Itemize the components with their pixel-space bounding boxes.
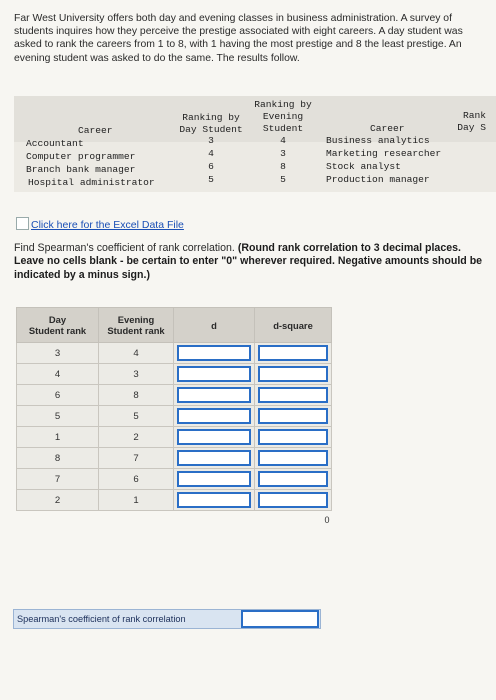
day-rank-cell: 3 [208,135,214,146]
header-eve-line3: Student [262,123,304,134]
evening-rank-value: 6 [99,469,174,490]
career2-cell: Business analytics [326,135,430,146]
evening-rank-value: 5 [99,406,174,427]
rank-answer-table [16,307,332,529]
career-cell: Hospital administrator [28,177,155,188]
header-d-square: d-square [255,308,332,343]
d-input[interactable] [174,364,255,385]
table-row [17,427,332,448]
header-day-line1: Ranking by [182,112,240,123]
d-square-input[interactable] [255,469,332,490]
evening-rank-value: 7 [99,448,174,469]
day-rank-value: 2 [17,490,99,511]
d-input[interactable] [174,343,255,364]
evening-rank-cell: 3 [280,148,286,159]
career-ranking-table [14,96,496,192]
evening-rank-cell: 4 [280,135,286,146]
d-square-input[interactable] [255,448,332,469]
d-square-input[interactable] [255,364,332,385]
table-row [17,343,332,364]
d-square-total: 0 [324,515,330,525]
header-eve-line2: Evening [262,111,304,122]
header-day-student-rank: Day Student rank [17,308,99,343]
header-d: d [174,308,255,343]
day-rank-value: 5 [17,406,99,427]
question-text [14,242,484,282]
d-input[interactable] [174,385,255,406]
table-row [17,490,332,511]
header-career-2: Career [370,123,405,134]
career2-cell: Marketing researcher [326,148,442,159]
table-row [17,385,332,406]
career-cell: Computer programmer [26,151,136,162]
answer-table-header [17,308,332,343]
evening-rank-cell: 5 [280,174,286,185]
d-input[interactable] [174,406,255,427]
table-row [17,469,332,490]
table-row [17,406,332,427]
day-rank-value: 4 [17,364,99,385]
evening-rank-value: 8 [99,385,174,406]
evening-rank-value: 2 [99,427,174,448]
day-rank-value: 7 [17,469,99,490]
d-square-input[interactable] [255,343,332,364]
spearman-coefficient-row [13,609,321,629]
problem-intro: Far West University offers both day and evening classes in business administration. A survey of students inquires how they perceive the prestige associated with eight careers. A day student was asked to rank the careers from 1 to 8, with 1 having the most prestige and 8 the least prestige. An evening student was asked to do the same. The results follow. [14,13,463,64]
header-rank-line2: Day S [457,122,486,133]
d-square-input[interactable] [255,385,332,406]
d-square-input[interactable] [255,406,332,427]
d-square-input[interactable] [255,427,332,448]
evening-rank-value: 1 [99,490,174,511]
day-rank-value: 8 [17,448,99,469]
career-cell: Accountant [26,138,84,149]
day-rank-cell: 4 [208,148,214,159]
table-row [17,448,332,469]
total-row [17,511,332,530]
header-day-line2: Day Student [179,124,243,135]
spearman-label: Spearman's coefficient of rank correlation [17,614,186,624]
table-row [17,364,332,385]
excel-link-text: Click here for the Excel Data File [31,219,184,231]
day-rank-value: 3 [17,343,99,364]
evening-rank-value: 3 [99,364,174,385]
header-eve-line1: Ranking by [254,99,312,110]
d-input[interactable] [174,490,255,511]
d-input[interactable] [174,448,255,469]
day-rank-value: 1 [17,427,99,448]
excel-data-file-link[interactable] [16,217,184,231]
spearman-coefficient-input[interactable] [241,610,319,628]
d-square-input[interactable] [255,490,332,511]
file-icon [16,217,29,230]
career2-cell: Production manager [326,174,430,185]
day-rank-cell: 5 [208,174,214,185]
day-rank-value: 6 [17,385,99,406]
evening-rank-value: 4 [99,343,174,364]
header-evening-student-rank: Evening Student rank [99,308,174,343]
header-rank-line1: Rank [462,110,486,121]
evening-rank-cell: 8 [280,161,286,172]
d-input[interactable] [174,469,255,490]
career2-cell: Stock analyst [326,161,401,172]
question-plain: Find Spearman's coefficient of rank correlation. [14,242,238,254]
day-rank-cell: 6 [208,161,214,172]
question-instructions: (Round rank correlation to 3 decimal places. Leave no cells blank - be certain to enter "0" wherever required. Negative amounts should be indicated by a minus sign.) [14,242,483,281]
header-career: Career [78,125,113,136]
d-input[interactable] [174,427,255,448]
career-cell: Branch bank manager [26,164,136,175]
